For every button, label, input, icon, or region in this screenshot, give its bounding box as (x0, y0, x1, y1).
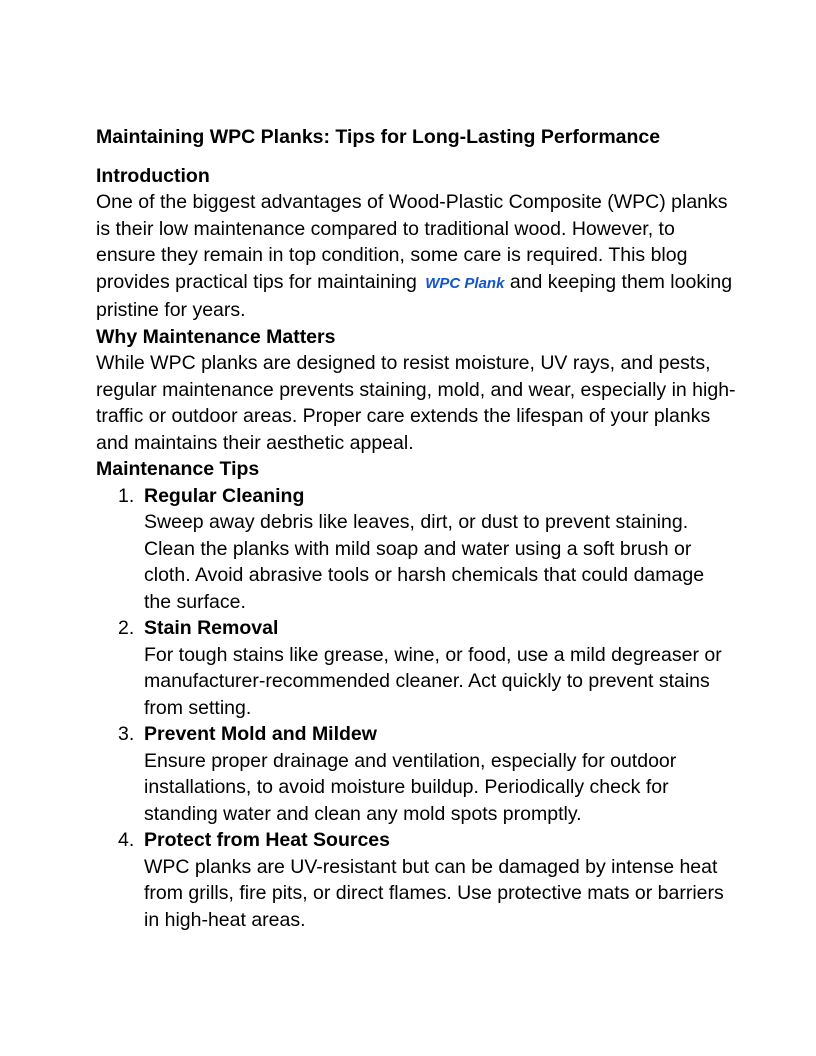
tip-number: 2. (118, 617, 135, 639)
tip-item (96, 615, 736, 721)
document-page (96, 124, 736, 933)
intro-paragraph (96, 189, 736, 324)
intro-text-before-link: One of the biggest advantages of Wood-Plastic Composite (WPC) planks is their low maintenance compared to traditional wood. However, to ensure they remain in top condition, some care is required. This blog provides practical tips for maintaining (96, 191, 728, 293)
tip-number: 1. (118, 484, 135, 507)
tip-body: Sweep away debris like leaves, dirt, or dust to prevent staining. Clean the planks with mild soap and water using a soft brush or cloth. Avoid abrasive tools or harsh chemicals that could damage the surface. (144, 511, 705, 613)
why-paragraph: While WPC planks are designed to resist moisture, UV rays, and pests, regular maintenance prevents staining, mold, and wear, especially in high-traffic or outdoor areas. Proper care extends the lifespan of your planks and maintains their aesthetic appeal. (96, 352, 736, 454)
tip-number: 3. (118, 723, 135, 745)
intro-heading: Introduction (96, 164, 210, 187)
tip-item (96, 721, 736, 827)
tips-heading: Maintenance Tips (96, 458, 260, 480)
document-title: Maintaining WPC Planks: Tips for Long-Lasting Performance (96, 126, 661, 148)
tips-list (96, 483, 736, 934)
tip-title: Protect from Heat Sources (144, 829, 390, 851)
tip-item (96, 827, 736, 933)
tip-item (96, 483, 736, 616)
tip-body: WPC planks are UV-resistant but can be damaged by intense heat from grills, fire pits, or direct flames. Use protective mats or barriers in high-heat areas. (144, 855, 724, 931)
tip-title: Stain Removal (144, 617, 279, 639)
why-heading: Why Maintenance Matters (96, 325, 336, 348)
tip-title: Prevent Mold and Mildew (144, 723, 377, 745)
intro-text-after-link: and keeping them looking pristine for years. (96, 270, 733, 321)
wpc-plank-link[interactable]: WPC Plank (425, 274, 505, 292)
tip-body: Ensure proper drainage and ventilation, especially for outdoor installations, to avoid moisture buildup. Periodically check for standing water and clean any mold spots promptly. (144, 749, 677, 825)
tip-body: For tough stains like grease, wine, or food, use a mild degreaser or manufacturer-recommended cleaner. Act quickly to prevent stains from setting. (144, 643, 722, 719)
tip-title: Regular Cleaning (144, 484, 305, 507)
tip-number: 4. (118, 829, 135, 851)
